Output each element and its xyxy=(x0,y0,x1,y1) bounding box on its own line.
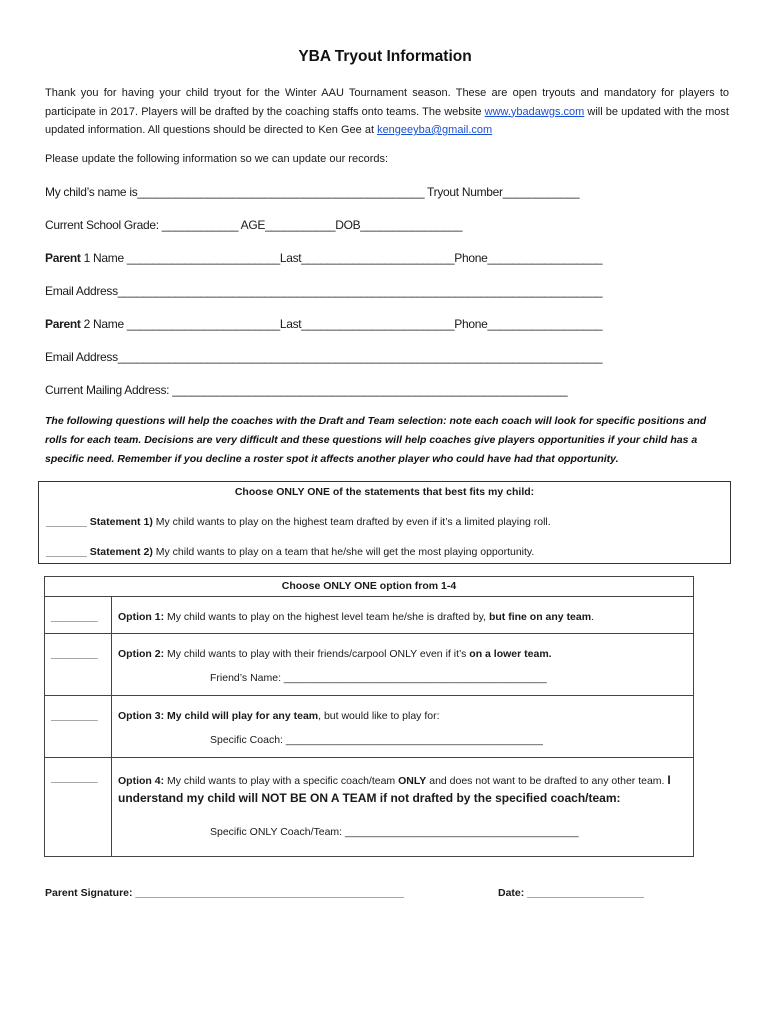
date-field[interactable]: Date: ____________________ xyxy=(498,887,644,899)
option-2-emphasis: on a lower team. xyxy=(469,648,552,660)
email1-field[interactable]: Email Address____________________________________________________________________________ xyxy=(45,284,603,298)
statement-1-label: _______ Statement 1) xyxy=(46,516,153,528)
friends-name-field[interactable]: Friend’s Name: _____________________________________________ xyxy=(210,672,547,684)
option-4-blank[interactable]: ________ xyxy=(45,758,112,857)
option-1-blank[interactable]: ________ xyxy=(45,597,112,634)
statement-box xyxy=(38,481,731,564)
statement-2[interactable] xyxy=(46,546,534,558)
option-4-desc: My child wants to play with a specific coach/team xyxy=(164,775,399,787)
page-title: YBA Tryout Information xyxy=(298,48,472,65)
option-1-row xyxy=(45,597,694,634)
option-4-text xyxy=(112,758,694,857)
option-3-row xyxy=(45,696,694,758)
statement-header: Choose ONLY ONE of the statements that best fits my child: xyxy=(234,486,535,498)
option-1-desc: My child wants to play on the highest level team he/she is drafted by, xyxy=(164,611,489,623)
option-1-text xyxy=(112,597,694,634)
option-3-desc: , but would like to play for: xyxy=(318,710,440,722)
option-3-text xyxy=(112,696,694,758)
option-3-label: Option 3: My child will play for any team xyxy=(118,710,319,722)
specific-only-coach-field[interactable]: Specific ONLY Coach/Team: ________________________________________ xyxy=(210,826,579,838)
option-1-label: Option 1: xyxy=(118,611,165,623)
child-name-field[interactable]: My child’s name is_____________________________________________ Tryout Number____________ xyxy=(45,185,580,199)
parent1-label: Parent xyxy=(45,251,81,265)
email2-field[interactable]: Email Address____________________________________________________________________________ xyxy=(45,350,603,364)
parent1-rest: 1 Name ________________________Last________________________Phone__________________ xyxy=(80,251,603,265)
intro-text-1: Thank you for having your child tryout for the Winter AAU Tournament season. These are open tryouts and mandatory for players to participate in 2017. Players will be drafted by the coaching staffs onto teams. The website xyxy=(45,87,729,118)
guidance-text: The following questions will help the coaches with the Draft and Team selection: note each coach will look for specific positions and rolls for each team. Decisions are very difficult and these questions will help coaches give players opportunities if your child has a specific need. Remember if you decline a roster spot it affects another player who could have had that opportunity. xyxy=(45,415,707,465)
school-grade-field[interactable]: Current School Grade: ____________ AGE___________DOB________________ xyxy=(45,218,463,232)
update-instruction: Please update the following information so we can update our records: xyxy=(45,153,389,165)
option-2-blank[interactable]: ________ xyxy=(45,634,112,696)
option-4-only: ONLY xyxy=(398,775,427,787)
option-1-end: . xyxy=(591,611,594,623)
statement-2-text: My child wants to play on a team that he/she will get the most playing opportunity. xyxy=(152,546,535,558)
option-2-text xyxy=(112,634,694,696)
parent-signature-field[interactable]: Parent Signature: ______________________________________________ xyxy=(45,887,405,899)
email-link[interactable]: kengeeyba@gmail.com xyxy=(377,124,493,136)
statement-2-label: _______ Statement 2) xyxy=(46,546,153,558)
parent2-rest: 2 Name ________________________Last________________________Phone__________________ xyxy=(80,317,603,331)
parent1-field[interactable] xyxy=(45,251,602,265)
option-3-blank[interactable]: ________ xyxy=(45,696,112,758)
statement-1[interactable] xyxy=(46,516,551,528)
option-4-emphasis: I understand my child will NOT BE ON A TEAM if not drafted by the specified coach/team: xyxy=(118,773,671,805)
intro-paragraph xyxy=(45,84,729,140)
parent2-label: Parent xyxy=(45,317,81,331)
options-table xyxy=(44,576,694,857)
mailing-address-field[interactable]: Current Mailing Address: ______________________________________________________________ xyxy=(45,383,568,397)
options-header: Choose ONLY ONE option from 1-4 xyxy=(45,577,694,597)
parent2-field[interactable] xyxy=(45,317,602,331)
intro-text-2: will be updated with the most updated information. All questions should be directed to Ken Gee at xyxy=(45,105,729,136)
website-link[interactable]: www.ybadawgs.com xyxy=(484,105,585,118)
option-4-label: Option 4: xyxy=(118,775,165,787)
option-1-emphasis: but fine on any team xyxy=(488,611,592,623)
specific-coach-field[interactable]: Specific Coach: ____________________________________________ xyxy=(210,734,543,746)
option-4-row xyxy=(45,758,694,857)
option-2-label: Option 2: xyxy=(118,648,165,660)
option-2-desc: My child wants to play with their friends/carpool ONLY even if it’s xyxy=(164,648,470,660)
option-4-desc-2: and does not want to be drafted to any other team. xyxy=(426,775,668,787)
statement-1-text: My child wants to play on the highest team drafted by even if it’s a limited playing roll. xyxy=(152,516,551,528)
option-2-row xyxy=(45,634,694,696)
